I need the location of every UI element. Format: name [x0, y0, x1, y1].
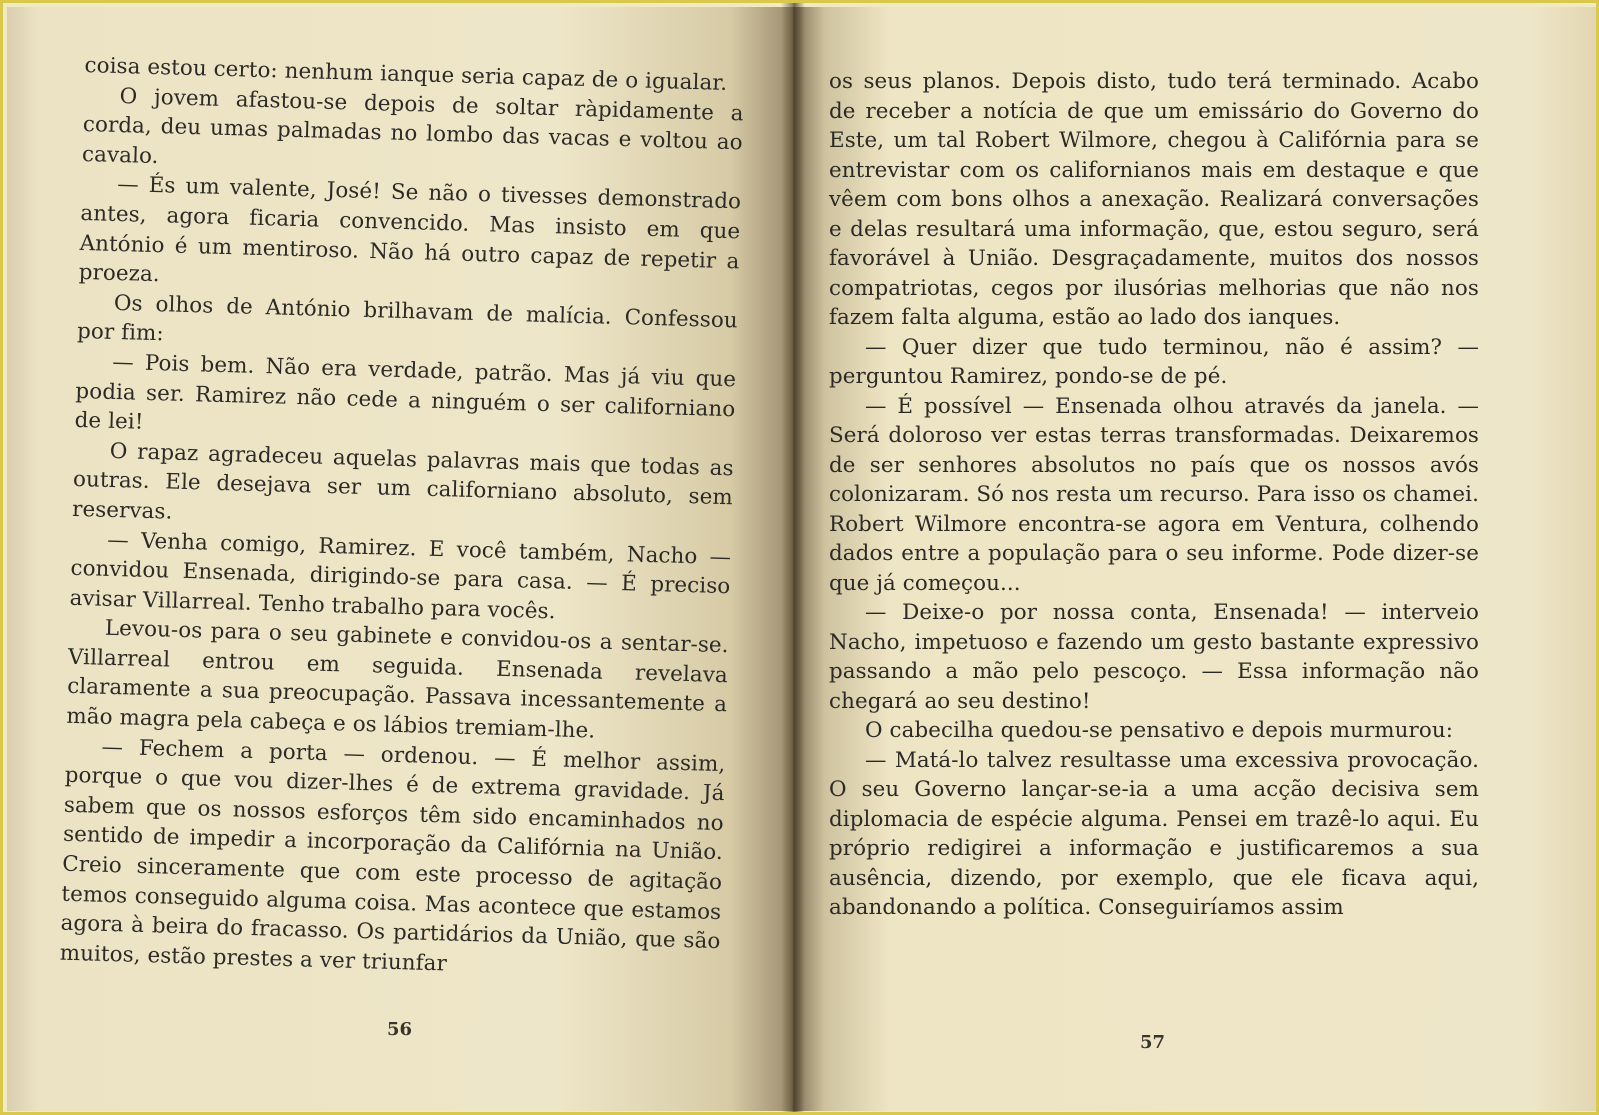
- paragraph: O rapaz agradeceu aquelas palavras mais que todas as outras. Ele desejava ser um californiano absoluto, sem reservas.: [71, 438, 734, 525]
- paragraph: — É possível — Ensenada olhou através da janela. — Será doloroso ver estas terras transformadas. Deixaremos de ser senhores absolutos no país que os nossos avós colonizaram. Só nos resta um recurso. Para isso os chamei. Robert Wilmore encontra-se agora em Ventura, colhendo dados entre a população para o seu informe. Pode dizer-se que já começou...: [829, 393, 1479, 596]
- right-page: [793, 7, 1596, 1111]
- paragraph: — És um valente, José! Se não o tivesses demonstrado antes, agora ficaria convencido. Mas insisto em que António é um mentiroso. Não há outro capaz de repetir a proeza.: [78, 172, 742, 288]
- book-gutter: [781, 3, 805, 1115]
- paragraph: Levou-os para o seu gabinete e convidou-os a sentar-se. Villarreal entrou em seguida. Ensenada revelava claramente a sua preocupação. Passava incessantemente a mão magra pela cabeça e os lábios tremiam-lhe.: [66, 616, 729, 744]
- page-number-left: 56: [387, 1019, 413, 1040]
- paragraph: — Pois bem. Não era verdade, patrão. Mas já viu que podia ser. Ramirez não cede a ninguém o ser californiano de lei!: [74, 349, 737, 435]
- right-page-text: [829, 67, 1479, 923]
- page-number-right: 57: [1140, 1032, 1166, 1053]
- left-page: [7, 7, 793, 1111]
- paragraph: O cabecilha quedou-se pensativo e depois murmurou:: [865, 718, 1454, 743]
- paragraph: — Matá-lo talvez resultasse uma excessiva provocação. O seu Governo lançar-se-ia a uma acção decisiva sem diplomacia de espécie alguma. Pensei em trazê-lo aqui. Eu próprio redigirei a informação e justificaremos a sua ausência, dizendo, por exemplo, que ele ficava aqui, abandonando a política. Conseguiríamos assim: [829, 747, 1479, 920]
- paragraph: Os olhos de António brilhavam de malícia. Confessou por fim:: [76, 290, 739, 347]
- paragraph: — Quer dizer que tudo terminou, não é assim? — perguntou Ramirez, pondo-se de pé.: [829, 334, 1479, 389]
- left-page-text: [59, 51, 744, 986]
- paragraph: os seus planos. Depois disto, tudo terá terminado. Acabo de receber a notícia de que um emissário do Governo do Este, um tal Robert Wilmore, chegou à Califórnia para se entrevistar com os californianos mais em destaque e que vêem com bons olhos a anexação. Realizará conversações e delas resultará uma informação, que, estou seguro, será favorável à União. Desgraçadamente, muitos dos nossos compatriotas, cegos por ilusórias melhorias que não nos fazem falta alguma, estão ao lado dos ianques.: [829, 69, 1479, 330]
- paragraph: — Fechem a porta — ordenou. — É melhor assim, porque o que vou dizer-lhes é de extrema gravidade. Já sabem que os nossos esforços têm sido encaminhados no sentido de impedir a incorporação da Califórnia na União. Creio sinceramente que com este processo de agitação temos conseguido alguma coisa. Mas acontece que estamos agora à beira do fracasso. Os partidários da União, que são muitos, estão prestes a ver triunfar: [59, 734, 726, 977]
- paragraph: coisa estou certo: nenhum ianque seria capaz de o igualar.: [84, 52, 728, 96]
- paragraph: — Venha comigo, Ramirez. E você também, Nacho — convidou Ensenada, dirigindo-se para casa. — É preciso avisar Villarreal. Tenho trabalho para vocês.: [69, 527, 732, 625]
- paragraph: O jovem afastou-se depois de soltar ràpidamente a corda, deu umas palmadas no lombo das vacas e voltou ao cavalo.: [81, 83, 744, 169]
- paragraph: — Deixe-o por nossa conta, Ensenada! — interveio Nacho, impetuoso e fazendo um gesto bastante expressivo passando a mão pelo pescoço. — Essa informação não chegará ao seu destino!: [829, 600, 1479, 714]
